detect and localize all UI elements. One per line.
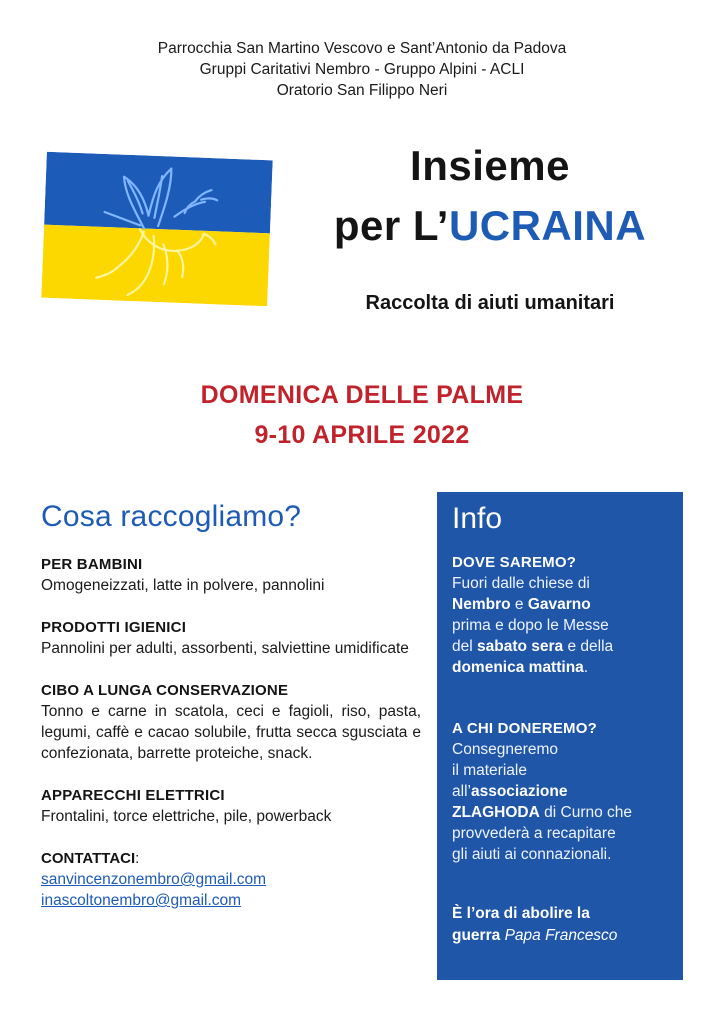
title-line-ucraina [290,202,690,250]
quote-bold-guerra: guerra [452,927,501,944]
where-conj: e [510,596,528,613]
category-electrical [41,785,421,827]
where-label: DOVE SAREMO? [452,554,577,571]
title-line-insieme: Insieme [410,142,570,189]
category-items: Frontalini, torce elettriche, pile, powerback [41,808,332,825]
donate-line: provvederà a recapitare [452,825,616,842]
where-period: . [583,659,589,676]
where-line [452,636,667,657]
email-link-sanvincenzo[interactable]: sanvincenzonembro@gmail.com [41,871,267,888]
donate-text [452,739,667,865]
where-line [452,594,667,615]
ukraine-flag-dove-icon [41,152,272,307]
category-label: APPARECCHI ELETTRICI [41,787,225,804]
where-line [452,657,667,678]
donate-line: il materiale [452,762,527,779]
category-items: Omogeneizzati, latte in polvere, pannolini [41,577,325,594]
category-label: PER BAMBINI [41,556,143,573]
donate-line: gli aiuti ai connazionali. [452,846,612,863]
category-food [41,680,421,764]
category-items: Pannolini per adulti, assorbenti, salviettine umidificate [41,640,409,657]
where-del: del [452,638,477,655]
donate-line [452,781,667,802]
where-line: Fuori dalle chiese di [452,575,590,592]
quote-line: È l’ora di abolire la [452,905,590,922]
title-prefix: per L’ [333,202,449,249]
collection-list [41,500,421,911]
info-heading: Info [452,502,503,535]
donate-label: A CHI DONEREMO? [452,720,597,737]
dove-outline-icon [41,152,272,307]
category-label: PRODOTTI IGIENICI [41,619,187,636]
category-label: CIBO A LUNGA CONSERVAZIONE [41,682,289,699]
where-della: e della [563,638,614,655]
email-link-inascolto[interactable]: inascoltonembro@gmail.com [41,892,242,909]
donate-all: all’ [452,783,471,800]
quote-author: Papa Francesco [504,927,618,944]
contact-colon: : [135,850,140,867]
donate-line: Consegneremo [452,741,558,758]
where-line: prima e dopo le Messe [452,617,609,634]
category-hygiene [41,617,421,659]
organizers-header [0,38,724,101]
event-name: DOMENICA DELLE PALME [200,381,524,409]
contact-section [41,848,421,911]
where-text [452,573,667,678]
donate-bold-associazione: associazione [470,783,568,800]
info-box [437,492,683,980]
where-bold-domenica: domenica mattina [452,659,584,676]
event-dates: 9-10 APRILE 2022 [254,421,470,449]
contact-label [41,848,421,869]
donate-line [452,802,667,823]
category-items: Tonno e carne in scatola, ceci e fagioli, riso, pasta, legumi, caffè e cacao solubile, frutta secca sgusciata e confezionata, barrette proteiche, snack. [41,703,421,762]
header-line-oratory: Oratorio San Filippo Neri [276,82,448,99]
quote-line [452,925,667,947]
header-line-parish: Parrocchia San Martino Vescovo e Sant’Antonio da Padova [157,40,567,57]
donate-bold-zlaghoda: ZLAGHODA [452,804,540,821]
collection-heading: Cosa raccogliamo? [41,500,302,533]
category-children [41,554,421,596]
where-bold-nembro: Nembro [452,596,511,613]
header-line-groups: Gruppi Caritativi Nembro - Gruppo Alpini - ACLI [199,61,525,78]
title-highlight-ucraina: UCRAINA [448,202,647,249]
where-bold-gavarno: Gavarno [527,596,591,613]
subtitle: Raccolta di aiuti umanitari [365,292,615,314]
pope-quote [452,903,667,947]
donate-curno: di Curno che [539,804,633,821]
contact-label-text: CONTATTACI [41,850,136,867]
where-bold-sabato: sabato sera [477,638,564,655]
